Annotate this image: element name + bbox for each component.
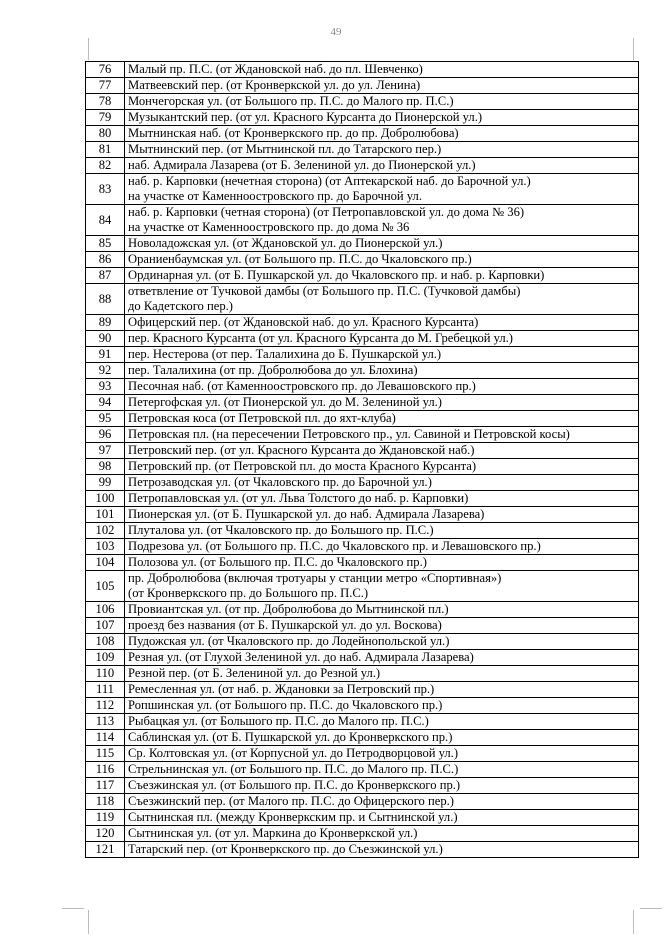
street-description-line: Татарский пер. (от Кронверкского пр. до Съезжинской ул.) xyxy=(128,842,443,856)
street-description-line: Офицерский пер. (от Ждановской наб. до ул. Красного Курсанта) xyxy=(128,315,479,329)
row-number: 82 xyxy=(86,158,125,174)
street-description-line: Сытнинская пл. (между Кронверкским пр. и Сытнинской ул.) xyxy=(128,810,458,824)
street-description xyxy=(125,443,639,459)
street-description-line: до Кадетского пер.) xyxy=(128,299,233,313)
row-number: 76 xyxy=(86,62,125,78)
table-row xyxy=(86,714,639,730)
street-description-line: на участке от Каменноостровского пр. до дома № 36 xyxy=(128,220,410,234)
table-row xyxy=(86,666,639,682)
row-number: 84 xyxy=(86,205,125,236)
row-number: 99 xyxy=(86,475,125,491)
street-description xyxy=(125,205,639,236)
row-number: 105 xyxy=(86,571,125,602)
table-row xyxy=(86,126,639,142)
row-number: 109 xyxy=(86,650,125,666)
street-description-line: Резной пер. (от Б. Зелениной ул. до Резной ул.) xyxy=(128,666,381,680)
page-number: 49 xyxy=(330,26,342,38)
table-row xyxy=(86,174,639,205)
street-description-line: Пионерская ул. (от Б. Пушкарской ул. до наб. Адмирала Лазарева) xyxy=(128,507,485,521)
street-description xyxy=(125,268,639,284)
table-row xyxy=(86,507,639,523)
street-description xyxy=(125,602,639,618)
street-description-line: Стрельнинская ул. (от Большого пр. П.С. до Малого пр. П.С.) xyxy=(128,762,459,776)
table-row xyxy=(86,268,639,284)
street-description xyxy=(125,315,639,331)
street-description-line: Матвеевский пер. (от Кронверкской ул. до ул. Ленина) xyxy=(128,78,421,92)
row-number: 87 xyxy=(86,268,125,284)
street-description-line: Петрозаводская ул. (от Чкаловского пр. до Барочной ул.) xyxy=(128,475,432,489)
row-number: 95 xyxy=(86,411,125,427)
street-description xyxy=(125,794,639,810)
street-description-line: наб. р. Карповки (нечетная сторона) (от Аптекарской наб. до Барочной ул.) xyxy=(128,174,531,188)
street-description-line: наб. Адмирала Лазарева (от Б. Зелениной ул. до Пионерской ул.) xyxy=(128,158,476,172)
street-description xyxy=(125,379,639,395)
row-number: 119 xyxy=(86,810,125,826)
street-description-line: Рыбацкая ул. (от Большого пр. П.С. до Малого пр. П.С.) xyxy=(128,714,429,728)
street-description xyxy=(125,826,639,842)
street-description xyxy=(125,618,639,634)
row-number: 77 xyxy=(86,78,125,94)
table-row xyxy=(86,778,639,794)
street-description xyxy=(125,730,639,746)
street-description-line: пер. Нестерова (от пер. Талалихина до Б. Пушкарской ул.) xyxy=(128,347,442,361)
row-number: 112 xyxy=(86,698,125,714)
street-description-line: Полозова ул. (от Большого пр. П.С. до Чкаловского пр.) xyxy=(128,555,427,569)
row-number: 114 xyxy=(86,730,125,746)
table-row xyxy=(86,331,639,347)
table-row xyxy=(86,794,639,810)
street-description-line: Мончегорская ул. (от Большого пр. П.С. до Малого пр. П.С.) xyxy=(128,94,454,108)
table-row xyxy=(86,395,639,411)
row-number: 98 xyxy=(86,459,125,475)
row-number: 117 xyxy=(86,778,125,794)
table-row xyxy=(86,602,639,618)
table-row xyxy=(86,205,639,236)
table-row xyxy=(86,363,639,379)
street-description-line: проезд без названия (от Б. Пушкарской ул. до ул. Воскова) xyxy=(128,618,442,632)
table-row xyxy=(86,78,639,94)
row-number: 91 xyxy=(86,347,125,363)
street-description-line: Пудожская ул. (от Чкаловского пр. до Лодейнопольской ул.) xyxy=(128,634,450,648)
row-number: 96 xyxy=(86,427,125,443)
street-description-line: (от Кронверкского пр. до Большого пр. П.С.) xyxy=(128,586,369,600)
crop-mark xyxy=(640,908,662,909)
row-number: 118 xyxy=(86,794,125,810)
street-description xyxy=(125,746,639,762)
crop-mark xyxy=(633,38,634,60)
street-description xyxy=(125,78,639,94)
street-description-line: Ропшинская ул. (от Большого пр. П.С. до Чкаловского пр.) xyxy=(128,698,443,712)
row-number: 115 xyxy=(86,746,125,762)
table-row xyxy=(86,523,639,539)
street-description-line: Ораниенбаумская ул. (от Большого пр. П.С. до Чкаловского пр.) xyxy=(128,252,472,266)
row-number: 90 xyxy=(86,331,125,347)
row-number: 102 xyxy=(86,523,125,539)
street-description-line: Новоладожская ул. (от Ждановской ул. до Пионерской ул.) xyxy=(128,236,443,250)
street-description xyxy=(125,491,639,507)
street-description-line: Петровская пл. (на пересечении Петровского пр., ул. Савиной и Петровской косы) xyxy=(128,427,570,441)
street-description-line: Ремесленная ул. (от наб. р. Ждановки за Петровский пр.) xyxy=(128,682,435,696)
street-description-line: Петергофская ул. (от Пионерской ул. до М. Зелениной ул.) xyxy=(128,395,442,409)
street-description xyxy=(125,395,639,411)
table-row xyxy=(86,315,639,331)
street-description xyxy=(125,634,639,650)
table-row xyxy=(86,555,639,571)
table-row xyxy=(86,810,639,826)
street-description-line: Съезжинский пер. (от Малого пр. П.С. до Офицерского пер.) xyxy=(128,794,454,808)
street-description xyxy=(125,762,639,778)
street-description-line: Ординарная ул. (от Б. Пушкарской ул. до Чкаловского пр. и наб. р. Карповки) xyxy=(128,268,545,282)
row-number: 106 xyxy=(86,602,125,618)
street-description xyxy=(125,778,639,794)
crop-mark xyxy=(633,910,634,934)
street-description-line: Петровская коса (от Петровской пл. до яхт-клуба) xyxy=(128,411,396,425)
street-description-line: Провиантская ул. (от пр. Добролюбова до Мытнинской пл.) xyxy=(128,602,449,616)
table-row xyxy=(86,252,639,268)
street-description-line: Сытнинская ул. (от ул. Маркина до Кронверкской ул.) xyxy=(128,826,418,840)
street-description xyxy=(125,331,639,347)
table-row xyxy=(86,284,639,315)
table-row xyxy=(86,826,639,842)
street-description-line: Петропавловская ул. (от ул. Льва Толстого до наб. р. Карповки) xyxy=(128,491,469,505)
table-row xyxy=(86,62,639,78)
street-description-line: Резная ул. (от Глухой Зелениной ул. до наб. Адмирала Лазарева) xyxy=(128,650,474,664)
crop-mark xyxy=(62,908,84,909)
table-row xyxy=(86,379,639,395)
row-number: 89 xyxy=(86,315,125,331)
row-number: 120 xyxy=(86,826,125,842)
street-description xyxy=(125,284,639,315)
street-description xyxy=(125,842,639,858)
table-row xyxy=(86,746,639,762)
table-row xyxy=(86,158,639,174)
row-number: 93 xyxy=(86,379,125,395)
street-description-line: пр. Добролюбова (включая тротуары у станции метро «Спортивная») xyxy=(128,571,502,585)
street-description-line: ответвление от Тучковой дамбы (от Большого пр. П.С. (Тучковой дамбы) xyxy=(128,284,521,298)
street-description xyxy=(125,411,639,427)
street-list-body xyxy=(86,62,639,858)
table-row xyxy=(86,730,639,746)
street-description-line: Мытнинская наб. (от Кронверкского пр. до пр. Добролюбова) xyxy=(128,126,459,140)
table-row xyxy=(86,539,639,555)
row-number: 83 xyxy=(86,174,125,205)
street-description xyxy=(125,698,639,714)
table-row xyxy=(86,236,639,252)
street-description xyxy=(125,571,639,602)
table-row xyxy=(86,842,639,858)
street-description xyxy=(125,363,639,379)
row-number: 100 xyxy=(86,491,125,507)
street-description-line: Петровский пр. (от Петровской пл. до моста Красного Курсанта) xyxy=(128,459,477,473)
street-description xyxy=(125,347,639,363)
table-row xyxy=(86,110,639,126)
row-number: 86 xyxy=(86,252,125,268)
table-row xyxy=(86,443,639,459)
row-number: 78 xyxy=(86,94,125,110)
row-number: 81 xyxy=(86,142,125,158)
street-description-line: Петровский пер. (от ул. Красного Курсанта до Ждановской наб.) xyxy=(128,443,475,457)
street-description xyxy=(125,62,639,78)
row-number: 111 xyxy=(86,682,125,698)
table-row xyxy=(86,698,639,714)
table-row xyxy=(86,94,639,110)
street-description xyxy=(125,252,639,268)
street-description-line: пер. Талалихина (от пр. Добролюбова до ул. Блохина) xyxy=(128,363,418,377)
street-description xyxy=(125,810,639,826)
street-description xyxy=(125,110,639,126)
row-number: 107 xyxy=(86,618,125,634)
street-description xyxy=(125,682,639,698)
street-description-line: Мытнинский пер. (от Мытнинской пл. до Татарского пер.) xyxy=(128,142,442,156)
row-number: 88 xyxy=(86,284,125,315)
crop-mark xyxy=(88,910,89,934)
row-number: 101 xyxy=(86,507,125,523)
street-description-line: Подрезова ул. (от Большого пр. П.С. до Чкаловского пр. и Левашовского пр.) xyxy=(128,539,541,553)
table-row xyxy=(86,411,639,427)
table-row xyxy=(86,427,639,443)
row-number: 103 xyxy=(86,539,125,555)
street-description xyxy=(125,539,639,555)
row-number: 104 xyxy=(86,555,125,571)
street-description xyxy=(125,555,639,571)
row-number: 79 xyxy=(86,110,125,126)
table-row xyxy=(86,459,639,475)
street-description xyxy=(125,427,639,443)
table-row xyxy=(86,682,639,698)
street-description xyxy=(125,142,639,158)
street-description-line: Ср. Колтовская ул. (от Корпусной ул. до Петродворцовой ул.) xyxy=(128,746,459,760)
row-number: 110 xyxy=(86,666,125,682)
street-description xyxy=(125,158,639,174)
table-row xyxy=(86,475,639,491)
street-description-line: Плуталова ул. (от Чкаловского пр. до Большого пр. П.С.) xyxy=(128,523,434,537)
street-description xyxy=(125,459,639,475)
street-description xyxy=(125,236,639,252)
street-description xyxy=(125,650,639,666)
street-description-line: Саблинская ул. (от Б. Пушкарской ул. до Кронверкского пр.) xyxy=(128,730,453,744)
table-row xyxy=(86,618,639,634)
street-description-line: Малый пр. П.С. (от Ждановской наб. до пл. Шевченко) xyxy=(128,62,423,76)
street-description-line: на участке от Каменноостровского пр. до Барочной ул. xyxy=(128,189,422,203)
street-list-table xyxy=(85,61,639,858)
row-number: 94 xyxy=(86,395,125,411)
table-row xyxy=(86,650,639,666)
street-description-line: наб. р. Карповки (четная сторона) (от Петропавловской ул. до дома № 36) xyxy=(128,205,525,219)
row-number: 121 xyxy=(86,842,125,858)
street-description xyxy=(125,666,639,682)
street-description xyxy=(125,523,639,539)
table-row xyxy=(86,762,639,778)
row-number: 85 xyxy=(86,236,125,252)
row-number: 116 xyxy=(86,762,125,778)
table-row xyxy=(86,571,639,602)
table-row xyxy=(86,142,639,158)
crop-mark xyxy=(88,38,89,60)
table-row xyxy=(86,634,639,650)
row-number: 80 xyxy=(86,126,125,142)
street-description-line: Песочная наб. (от Каменноостровского пр. до Левашовского пр.) xyxy=(128,379,476,393)
street-description-line: пер. Красного Курсанта (от ул. Красного Курсанта до М. Гребецкой ул.) xyxy=(128,331,513,345)
table-row xyxy=(86,347,639,363)
street-description xyxy=(125,94,639,110)
street-description-line: Музыкантский пер. (от ул. Красного Курсанта до Пионерской ул.) xyxy=(128,110,483,124)
table-row xyxy=(86,491,639,507)
street-description-line: Съезжинская ул. (от Большого пр. П.С. до Кронверкского пр.) xyxy=(128,778,461,792)
street-description xyxy=(125,126,639,142)
street-description xyxy=(125,174,639,205)
street-description xyxy=(125,507,639,523)
row-number: 92 xyxy=(86,363,125,379)
street-description xyxy=(125,475,639,491)
row-number: 113 xyxy=(86,714,125,730)
street-description xyxy=(125,714,639,730)
row-number: 97 xyxy=(86,443,125,459)
row-number: 108 xyxy=(86,634,125,650)
